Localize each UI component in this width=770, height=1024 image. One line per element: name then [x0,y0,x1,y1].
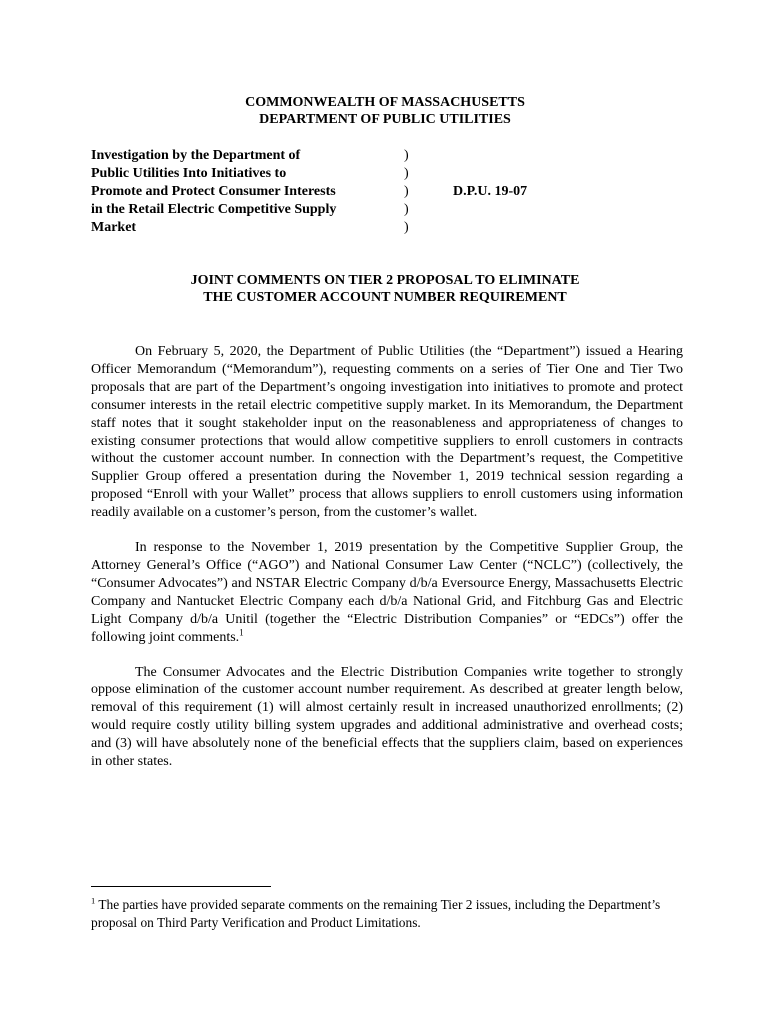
document-title [0,272,770,306]
paragraph-text: In response to the November 1, 2019 presentation by the Competitive Supplier Group, the Attorney General’s Office (“AGO”) and National Consumer Law Center (“NCLC”) (collectively, the “Consumer Advocates”) and NSTAR Electric Company d/b/a Eversource Energy, Massachusetts Electric Company and Nantucket Electric Company each d/b/a National Grid, and Fitchburg Gas and Electric Light Company d/b/a Unitil (together the “Electric Distribution Companies” or “EDCs”) offer the following joint comments. [91,540,683,645]
caption-line: Market [91,220,137,235]
footnote-divider [91,886,271,887]
caption-line: Public Utilities Into Initiatives to [91,166,287,181]
body-paragraph-1: On February 5, 2020, the Department of Public Utilities (the “Department”) issued a Hearing Officer Memorandum (“Memorandum”), requesting comments on a series of Tier One and Tier Two proposals that are part of the Department’s ongoing investigation into initiatives to promote and protect consumer interests in the retail electric competitive supply market. In its Memorandum, the Department staff notes that it sought stakeholder input on the reasonableness and appropriateness of changes to existing consumer protections that would allow competitive suppliers to enroll customers in contracts without the customer account number. In connection with the Department’s request, the Competitive Supplier Group offered a presentation during the November 1, 2019 technical session regarding a proposed “Enroll with your Wallet” process that allows suppliers to enroll customers using information readily available on a customer’s person, from the customer’s wallet. [91,344,683,521]
caption-line: in the Retail Electric Competitive Supply [91,202,337,217]
caption-case-name [91,147,381,237]
title-line: JOINT COMMENTS ON TIER 2 PROPOSAL TO ELIMINATE [190,273,580,288]
header-department: DEPARTMENT OF PUBLIC UTILITIES [259,112,511,127]
caption-paren: ) [404,220,409,235]
caption-paren: ) [404,166,409,181]
document-body [91,343,683,788]
caption-paren: ) [404,148,409,163]
caption-line: Investigation by the Department of [91,148,301,163]
body-paragraph-2 [91,539,683,646]
body-paragraph-3: The Consumer Advocates and the Electric Distribution Companies write together to strongly oppose elimination of the customer account number requirement. As described at greater length below, removal of this requirement (1) will almost certainly result in increased unauthorized enrollments; (2) would require costly utility billing system upgrades and additional administrative and overhead costs; and (3) will have absolutely none of the beneficial effects that the suppliers claim, based on experiences in other states. [91,664,683,770]
caption-parentheses [404,147,416,237]
footnote-reference: 1 [239,626,244,637]
footnote [91,896,683,931]
header-commonwealth: COMMONWEALTH OF MASSACHUSETTS [245,95,525,110]
docket-number: D.P.U. 19-07 [453,184,528,199]
caption-paren: ) [404,202,409,217]
caption-line: Promote and Protect Consumer Interests [91,184,336,199]
caption-paren: ) [404,184,409,199]
footnote-text: The parties have provided separate comments on the remaining Tier 2 issues, including the Department’s proposal on Third Party Verification and Product Limitations. [91,897,661,930]
footnote-marker: 1 [91,895,96,906]
document-header [0,94,770,128]
title-line: THE CUSTOMER ACCOUNT NUMBER REQUIREMENT [203,290,567,305]
